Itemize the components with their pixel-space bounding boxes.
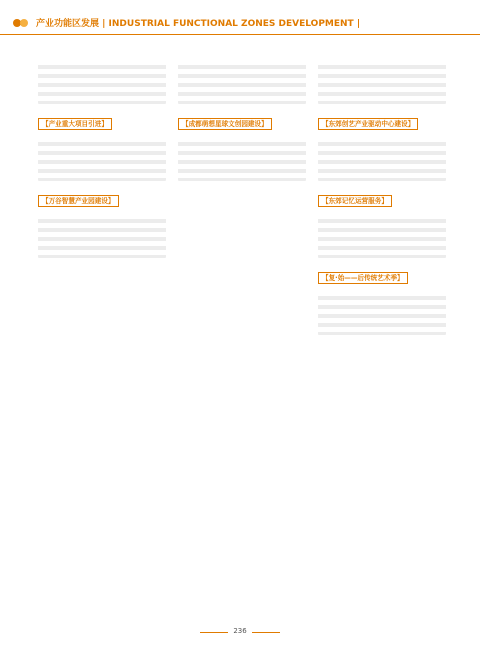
page-footer (0, 626, 480, 638)
paragraph (178, 60, 306, 104)
paragraph (38, 214, 166, 258)
paragraph (38, 137, 166, 181)
footer-rule-right (252, 632, 280, 633)
paragraph (318, 214, 446, 258)
page-header (0, 14, 480, 32)
section-heading: 【成都萌想星球文创园建设】 (178, 118, 272, 130)
section-heading: 【东郊记忆运营服务】 (318, 195, 392, 207)
paragraph (318, 137, 446, 181)
section-heading: 【万谷智慧产业园建设】 (38, 195, 119, 207)
paragraph (318, 60, 446, 104)
column-1 (38, 60, 166, 620)
section-logo-icon (12, 16, 30, 30)
section-heading: 【复·始——后传统艺术季】 (318, 272, 408, 284)
footer-rule-left (200, 632, 228, 633)
section-title: 产业功能区发展 | INDUSTRIAL FUNCTIONAL ZONES DEVELOPMENT | (36, 19, 361, 29)
column-2 (178, 60, 306, 620)
column-3 (318, 60, 446, 620)
section-heading: 【东郊创艺产业驱动中心建设】 (318, 118, 418, 130)
section-heading: 【产业重大项目引进】 (38, 118, 112, 130)
page-number: 236 (233, 627, 247, 635)
header-rule (0, 34, 480, 35)
paragraph (178, 137, 306, 181)
paragraph (38, 60, 166, 104)
paragraph (318, 291, 446, 335)
body-columns (38, 60, 446, 620)
